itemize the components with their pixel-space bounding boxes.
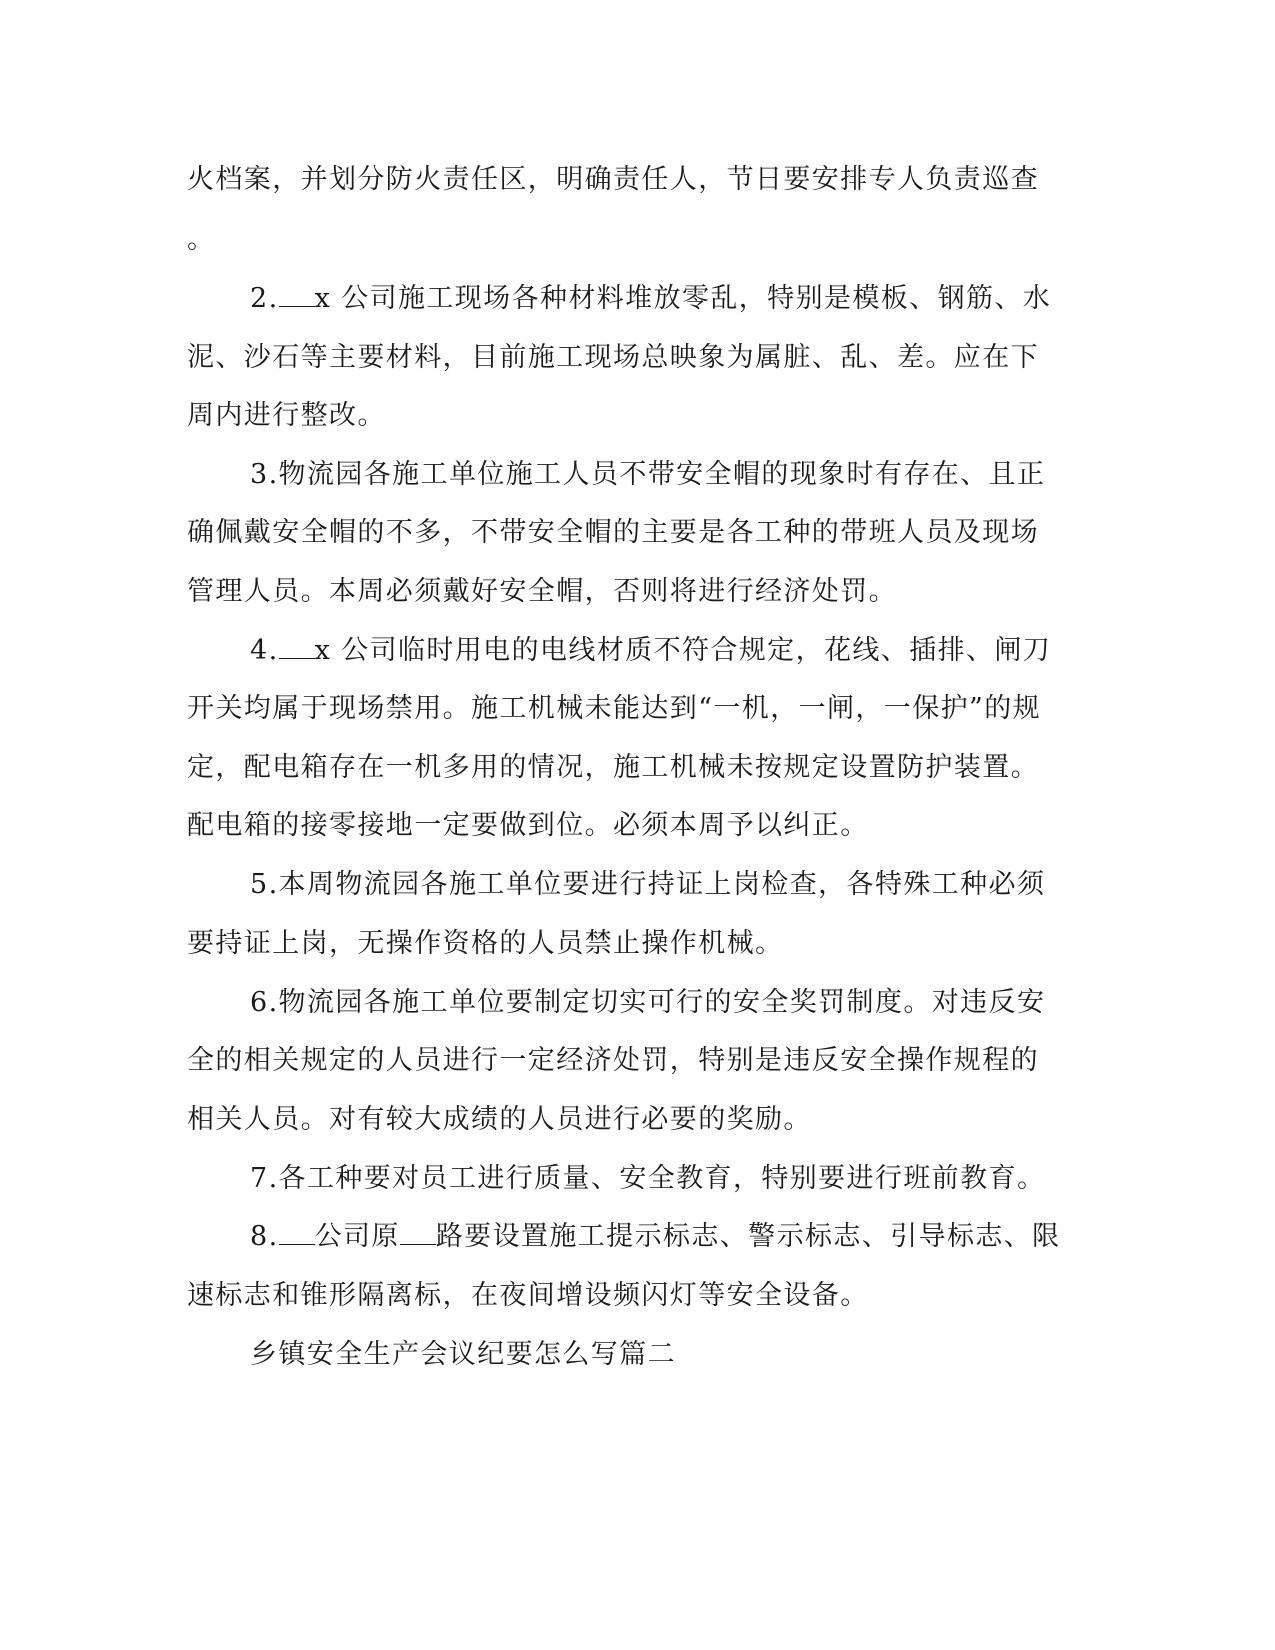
item-number: 8. <box>250 1221 279 1252</box>
text-line: 3.物流园各施工单位施工人员不带安全帽的现象时有存在、且正 <box>250 459 1046 490</box>
text-segment: 公司原 <box>314 1221 400 1252</box>
paragraph-4-line-1 <box>250 633 1130 669</box>
paragraph-8-line-1 <box>250 1219 1130 1255</box>
text-line: 7.各工种要对员工进行质量、安全教育，特别要进行班前教育。 <box>250 1163 1046 1194</box>
blank-underline <box>279 1220 315 1245</box>
text-segment: x 公司临时用电的电线材质不符合规定，花线、插排、闸刀 <box>314 635 1052 666</box>
text-line: 泥、沙石等主要材料，目前施工现场总映象为属脏、乱、差。应在下 <box>187 342 1039 373</box>
text-line: 管理人员。本周必须戴好安全帽，否则将进行经济处罚。 <box>187 576 897 607</box>
text-line: 配电箱的接零接地一定要做到位。必须本周予以纠正。 <box>187 810 869 841</box>
text-line: 定，配电箱存在一机多用的情况，施工机械未按规定设置防护装置。 <box>187 752 1039 783</box>
text-line: 速标志和锥形隔离标，在夜间增设频闪灯等安全设备。 <box>187 1280 869 1311</box>
text-line: 6.物流园各施工单位要制定切实可行的安全奖罚制度。对违反安 <box>250 987 1046 1018</box>
text-line: 开关均属于现场禁用。施工机械未能达到“一机，一闸，一保护”的规 <box>187 693 1042 724</box>
text-line: 5.本周物流园各施工单位要进行持证上岗检查，各特殊工种必须 <box>250 869 1046 900</box>
text-line: 火档案，并划分防火责任区，明确责任人，节日要安排专人负责巡查 <box>187 164 1039 195</box>
text-line: 全的相关规定的人员进行一定经济处罚，特别是违反安全操作规程的 <box>187 1045 1039 1076</box>
item-number: 4. <box>250 635 279 666</box>
paragraph-2-line-1 <box>250 281 1130 317</box>
item-number: 2. <box>250 283 279 314</box>
text-line: 要持证上岗，无操作资格的人员禁止操作机械。 <box>187 928 784 959</box>
section-heading: 乡镇安全生产会议纪要怎么写篇二 <box>250 1339 676 1370</box>
text-line: 。 <box>187 224 216 255</box>
text-line: 周内进行整改。 <box>187 400 386 431</box>
text-segment: x 公司施工现场各种材料堆放零乱，特别是模板、钢筋、水 <box>314 283 1052 314</box>
text-line: 相关人员。对有较大成绩的人员进行必要的奖励。 <box>187 1104 812 1135</box>
blank-underline <box>279 282 315 307</box>
text-line: 确佩戴安全帽的不多，不带安全帽的主要是各工种的带班人员及现场 <box>187 517 1039 548</box>
blank-underline <box>279 634 315 659</box>
blank-underline <box>400 1220 436 1245</box>
text-segment: 路要设置施工提示标志、警示标志、引导标志、限 <box>435 1221 1061 1252</box>
